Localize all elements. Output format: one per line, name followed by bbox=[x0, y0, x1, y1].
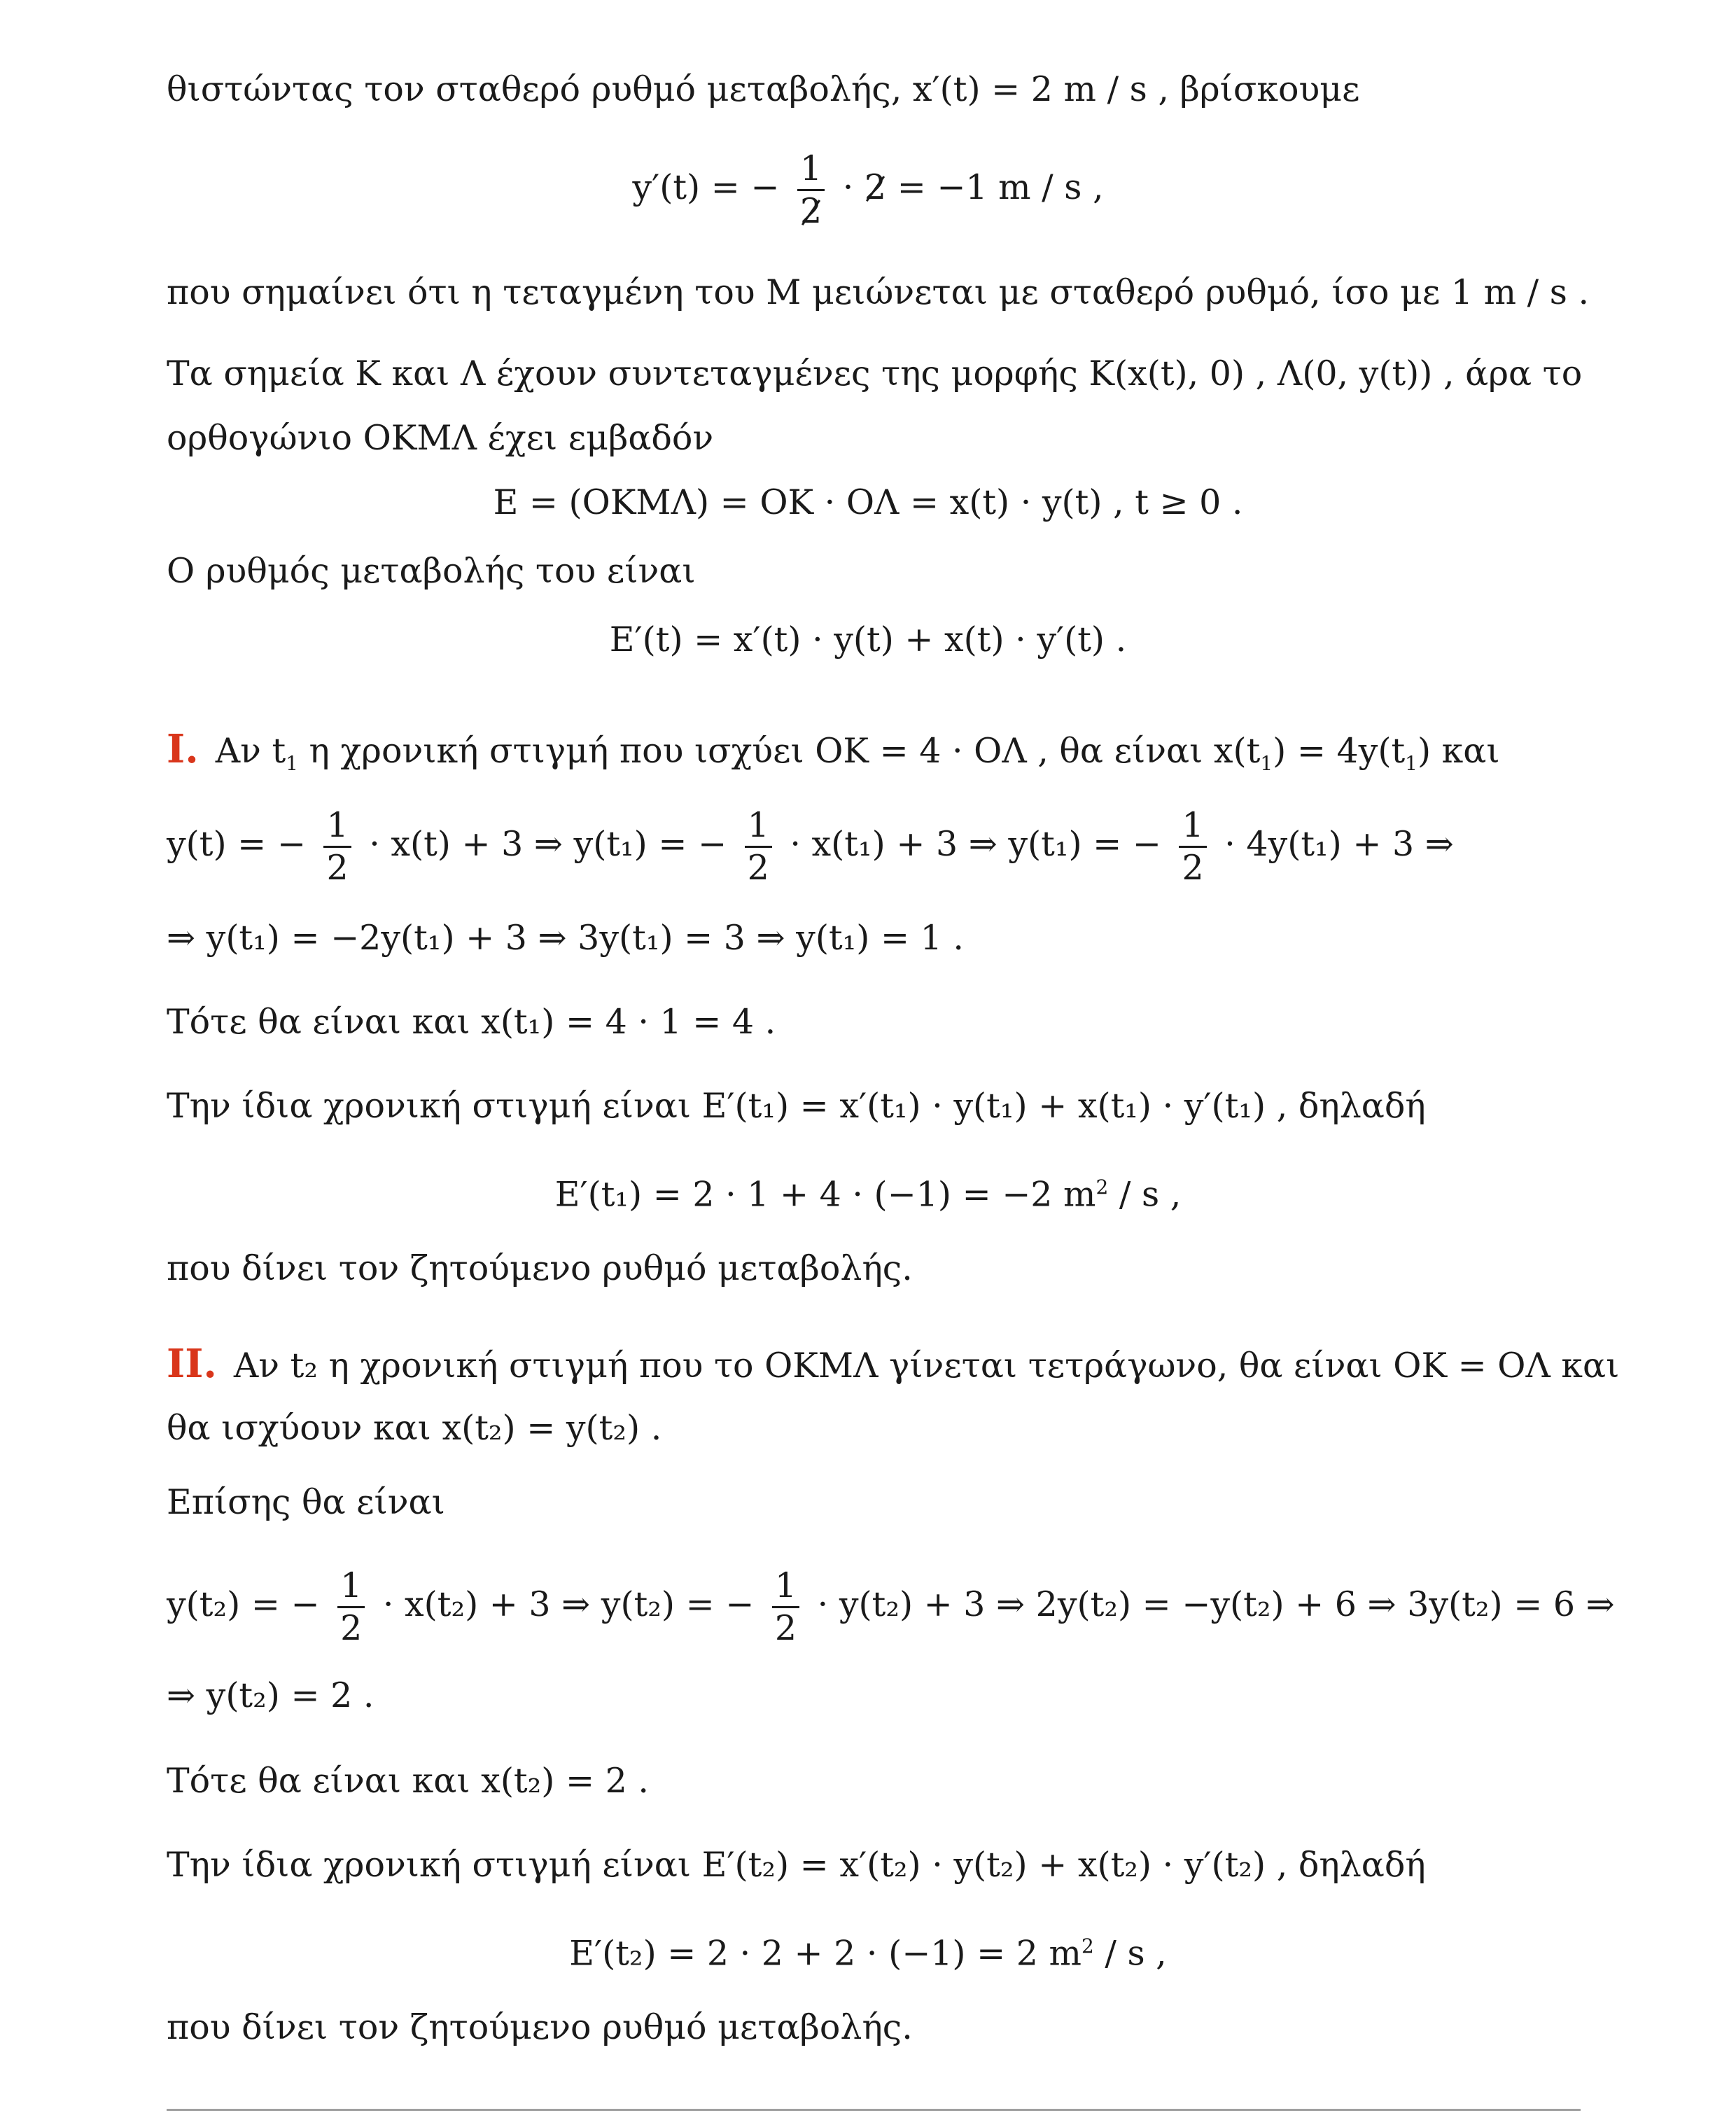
text-part: Αν t₂ η χρονική στιγμή που το ΟΚΜΛ γίνεται τετράγωνο, θα είναι ΟΚ = ΟΛ και bbox=[233, 1346, 1620, 1386]
superscript: 2 bbox=[1081, 1934, 1094, 1958]
fraction bbox=[323, 805, 351, 888]
text-line: Τα σημεία Κ και Λ έχουν συντεταγμένες της μορφής Κ(x(t), 0) , Λ(0, y(t)) , άρα το bbox=[167, 354, 1583, 393]
equation-part: · x(t) + 3 ⇒ y(t₁) = − bbox=[369, 824, 727, 864]
fraction-numerator: 1 bbox=[772, 1565, 799, 1608]
text-line: που δίνει τον ζητούμενο ρυθμό μεταβολής. bbox=[167, 2007, 913, 2047]
fraction bbox=[772, 1565, 799, 1649]
section-marker: Ι. bbox=[167, 726, 199, 772]
fraction-denominator: 2 bbox=[774, 1608, 797, 1648]
fraction-numerator: 1 bbox=[337, 1565, 365, 1608]
text-line: Ο ρυθμός μεταβολής του είναι bbox=[167, 551, 696, 591]
equation-rate-t2 bbox=[0, 1925, 1736, 1974]
equation-part: / s , bbox=[1093, 1933, 1167, 1974]
equation-section-two bbox=[167, 1565, 1615, 1649]
equation-rate-t1 bbox=[0, 1166, 1736, 1215]
fraction-denominator: 2 bbox=[1182, 848, 1204, 888]
equation-part: y′(t) = − bbox=[632, 167, 780, 207]
text-line: Την ίδια χρονική στιγμή είναι Ε′(t₂) = x′(t₂) · y(t₂) + x(t₂) · y′(t₂) , δηλαδή bbox=[167, 1845, 1426, 1885]
equation-y-prime bbox=[0, 148, 1736, 232]
struck-digit: 2 bbox=[864, 167, 887, 207]
text-line: Τότε θα είναι και x(t₂) = 2 . bbox=[167, 1761, 649, 1801]
equation-part: y(t₂) = − bbox=[167, 1584, 320, 1624]
text-line: που δίνει τον ζητούμενο ρυθμό μεταβολής. bbox=[167, 1248, 913, 1288]
footer-divider bbox=[167, 2109, 1581, 2111]
equation-part: y(t) = − bbox=[167, 824, 306, 864]
fraction-denominator: 2 bbox=[326, 848, 349, 888]
equation-part: = −1 m / s , bbox=[897, 167, 1104, 207]
equation-section-one bbox=[167, 805, 1454, 888]
text-line: Την ίδια χρονική στιγμή είναι Ε′(t₁) = x′(t₁) · y(t₁) + x(t₁) · y′(t₁) , δηλαδή bbox=[167, 1086, 1426, 1126]
equation-part: / s , bbox=[1108, 1174, 1182, 1215]
equation-area: Ε = (ΟΚΜΛ) = ΟΚ · ΟΛ = x(t) · y(t) , t ≥ 0 . bbox=[493, 482, 1243, 522]
section-one-heading bbox=[167, 728, 1500, 785]
text-part: ) = 4y(t bbox=[1273, 731, 1406, 771]
text-line: Επίσης θα είναι bbox=[167, 1482, 445, 1522]
fraction-denominator bbox=[797, 191, 825, 232]
fraction-numerator: 1 bbox=[323, 805, 351, 848]
struck-digit: 2 bbox=[800, 191, 822, 231]
subscript: 1 bbox=[1405, 751, 1418, 775]
text-part: Αν t bbox=[215, 731, 286, 771]
equation-part: · x(t₂) + 3 ⇒ y(t₂) = − bbox=[382, 1584, 755, 1624]
fraction bbox=[797, 148, 825, 232]
superscript: 2 bbox=[1096, 1176, 1109, 1199]
text-line: ορθογώνιο ΟΚΜΛ έχει εμβαδόν bbox=[167, 418, 714, 458]
text-line: θιστώντας τον σταθερό ρυθμό μεταβολής, x′(t) = 2 m / s , βρίσκουμε bbox=[167, 69, 1360, 109]
text-line: Τότε θα είναι και x(t₁) = 4 · 1 = 4 . bbox=[167, 1002, 776, 1042]
section-two-heading bbox=[167, 1343, 1619, 1387]
fraction-numerator: 1 bbox=[1179, 805, 1206, 848]
fraction-denominator: 2 bbox=[747, 848, 769, 888]
section-marker: ΙΙ. bbox=[167, 1341, 217, 1387]
equation-part: · 4y(t₁) + 3 ⇒ bbox=[1224, 824, 1454, 864]
subscript: 1 bbox=[286, 751, 298, 775]
fraction-denominator: 2 bbox=[340, 1608, 363, 1648]
equation-part: Ε′(t₁) = 2 · 1 + 4 · (−1) = −2 m bbox=[554, 1174, 1096, 1215]
text-line: που σημαίνει ότι η τεταγμένη του Μ μειώνεται με σταθερό ρυθμό, ίσο με 1 m / s . bbox=[167, 272, 1590, 312]
equation-part: Ε′(t₂) = 2 · 2 + 2 · (−1) = 2 m bbox=[569, 1933, 1082, 1974]
fraction-numerator: 1 bbox=[797, 148, 825, 191]
fraction bbox=[745, 805, 772, 888]
equation-part: · x(t₁) + 3 ⇒ y(t₁) = − bbox=[790, 824, 1161, 864]
equation-part: · bbox=[842, 167, 854, 207]
equation-area-rate: Ε′(t) = x′(t) · y(t) + x(t) · y′(t) . bbox=[609, 620, 1127, 660]
text-line: θα ισχύουν και x(t₂) = y(t₂) . bbox=[167, 1408, 662, 1448]
equation-line: ⇒ y(t₂) = 2 . bbox=[167, 1675, 374, 1715]
equation-line: ⇒ y(t₁) = −2y(t₁) + 3 ⇒ 3y(t₁) = 3 ⇒ y(t₁) = 1 . bbox=[167, 918, 964, 958]
equation-part: · y(t₂) + 3 ⇒ 2y(t₂) = −y(t₂) + 6 ⇒ 3y(t₂) = 6 ⇒ bbox=[817, 1584, 1615, 1624]
subscript: 1 bbox=[1260, 751, 1273, 775]
fraction bbox=[1179, 805, 1206, 888]
text-part: ) και bbox=[1417, 731, 1500, 771]
fraction-numerator: 1 bbox=[745, 805, 772, 848]
fraction bbox=[337, 1565, 365, 1649]
text-part: η χρονική στιγμή που ισχύει ΟΚ = 4 · ΟΛ , θα είναι x(t bbox=[298, 731, 1261, 771]
